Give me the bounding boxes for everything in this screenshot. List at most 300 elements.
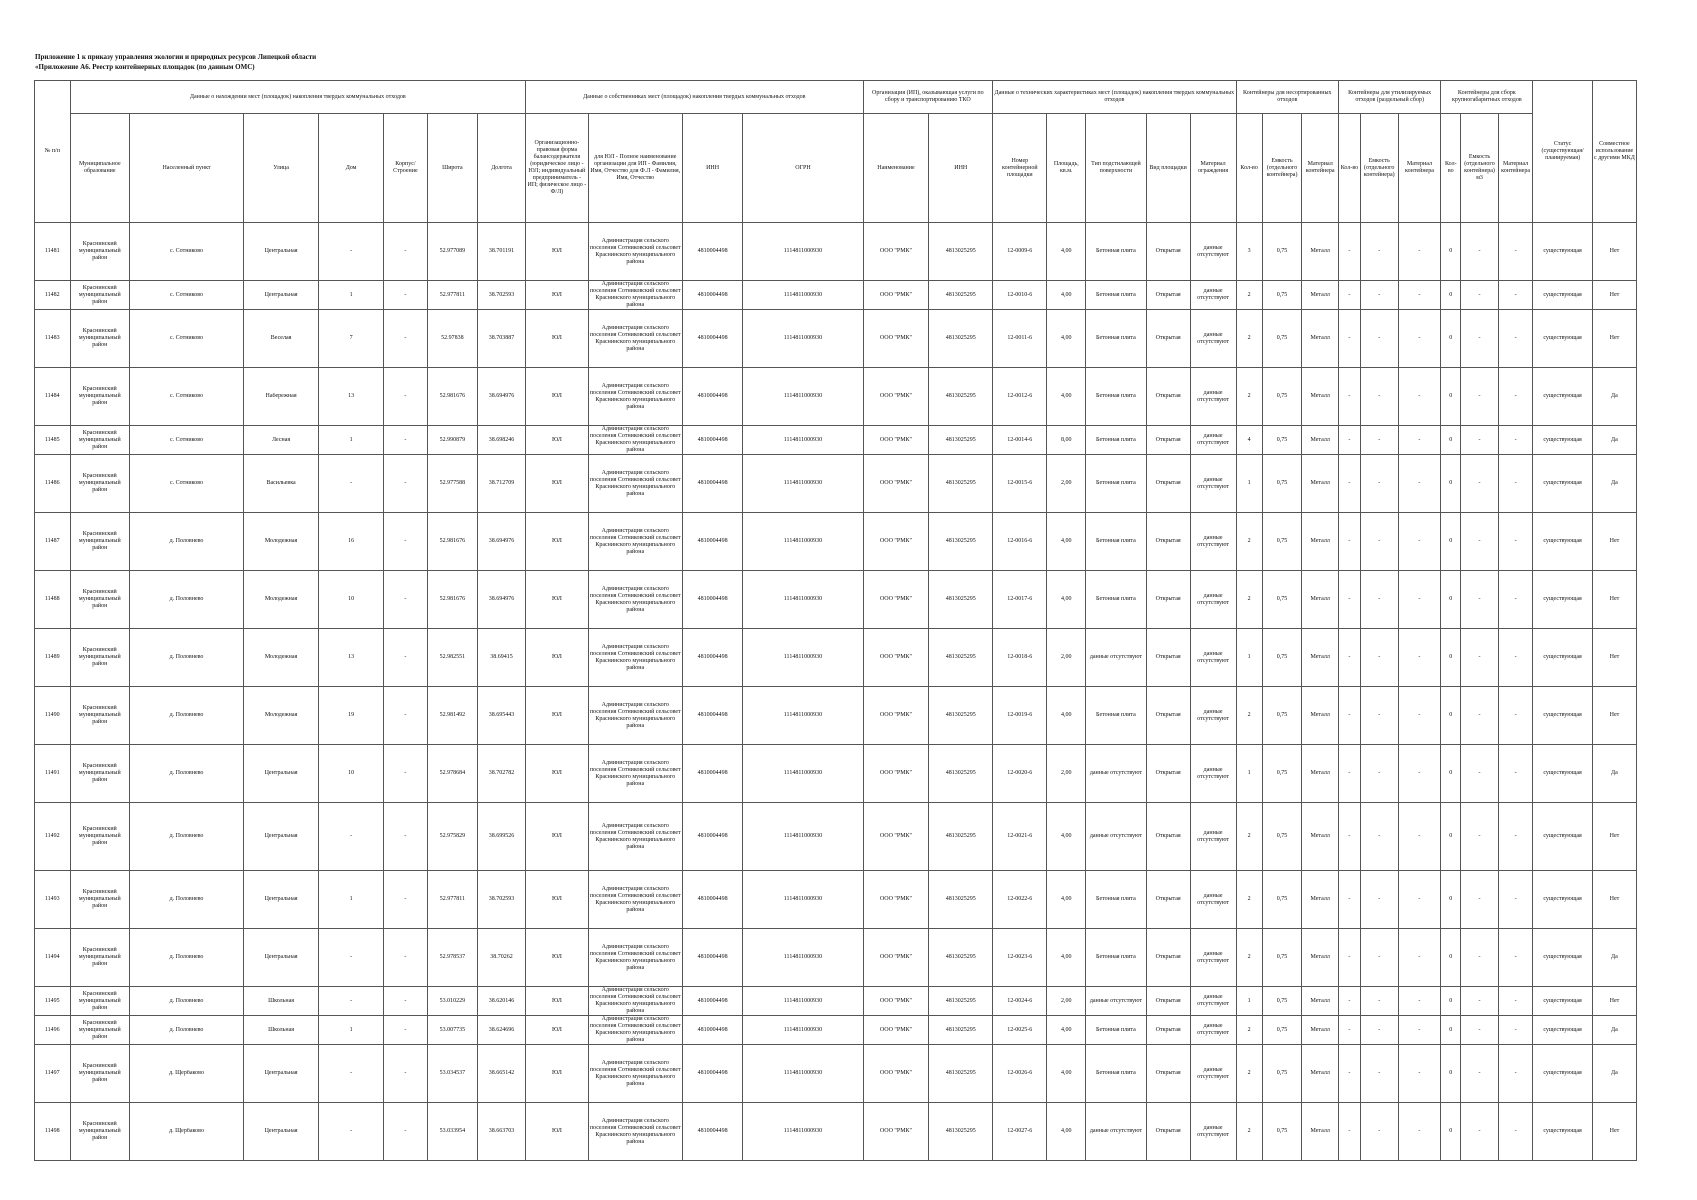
cell-site-no-text: 12-0022-6 — [1007, 896, 1033, 902]
cell-street — [243, 281, 318, 310]
cell-site-no-text: 12-0018-6 — [1007, 654, 1033, 660]
cell-mun — [70, 629, 130, 687]
cell-site-no-text: 12-0014-6 — [1007, 436, 1033, 443]
cell-org-inn-text: 4813025295 — [945, 436, 976, 443]
cell-status-text: существующая — [1543, 712, 1582, 718]
cell-surface-text: Бетонная плита — [1096, 291, 1136, 298]
cell-u-count-text: 2 — [1247, 538, 1251, 544]
cell-r-material-text: - — [1418, 1070, 1421, 1076]
cell-org-name-text: ООО "РМК" — [879, 1128, 912, 1134]
cell-owner-inn-text: 4810004498 — [697, 335, 728, 341]
cell-legal-form-text: ЮЛ — [551, 596, 562, 602]
cell-b-count-text: 0 — [1449, 436, 1453, 443]
cell-surface-text: Бетонная плита — [1096, 954, 1136, 960]
cell-u-count — [1236, 571, 1262, 629]
cell-settlement — [130, 629, 244, 687]
cell-owner-name-text: Администрация сельского поселения Сотниковский сельсовет Краснинского муниципального района — [589, 701, 681, 729]
cell-owner-inn — [682, 426, 743, 455]
cell-u-count — [1236, 426, 1262, 455]
cell-u-capacity-text: 0,75 — [1276, 1070, 1288, 1076]
cell-ogrn — [743, 1045, 863, 1103]
cell-mun-text: Краснинский муниципальный район — [78, 1121, 121, 1141]
cell-lon-text: 38.70262 — [490, 954, 513, 960]
cell-b-capacity-text: - — [1478, 997, 1481, 1004]
col-b-capacity: Емкость (отдельного контейнера) м3 — [1461, 114, 1499, 223]
cell-site-no-text: 12-0009-6 — [1007, 248, 1033, 254]
cell-r-material — [1398, 368, 1441, 426]
cell-ogrn — [743, 368, 863, 426]
cell-mun-text: Краснинский муниципальный район — [78, 531, 121, 551]
cell-status-text: существующая — [1543, 436, 1582, 443]
cell-site-type-text: Открытая — [1155, 1026, 1181, 1033]
cell-org-name-text: ООО "РМК" — [879, 896, 912, 902]
cell-u-capacity — [1262, 571, 1302, 629]
cell-house — [319, 426, 384, 455]
cell-status-text: существующая — [1543, 833, 1582, 839]
cell-u-count-text: 2 — [1247, 335, 1251, 341]
cell-org-name — [863, 281, 929, 310]
cell-org-inn — [929, 281, 993, 310]
cell-r-capacity — [1360, 1103, 1398, 1161]
cell-owner-inn-text: 4810004498 — [697, 393, 728, 399]
cell-site-no — [993, 687, 1047, 745]
cell-lat — [427, 745, 477, 803]
col-b-count: Кол-во — [1441, 114, 1461, 223]
cell-building-text: - — [404, 393, 407, 399]
cell-settlement-text: д. Половнево — [169, 654, 204, 660]
cell-r-capacity — [1360, 310, 1398, 368]
cell-b-capacity-text: - — [1478, 335, 1481, 341]
cell-legal-form — [526, 871, 589, 929]
cell-mun — [70, 871, 130, 929]
cell-u-capacity-text: 0,75 — [1276, 1128, 1288, 1134]
cell-settlement — [130, 803, 244, 871]
cell-org-name-text: ООО "РМК" — [879, 654, 912, 660]
cell-site-type-text: Открытая — [1155, 1128, 1181, 1134]
cell-owner-name — [588, 310, 682, 368]
cell-fence — [1190, 310, 1236, 368]
cell-r-capacity-text: - — [1378, 833, 1381, 839]
cell-lat — [427, 1045, 477, 1103]
cell-org-name — [863, 803, 929, 871]
cell-ogrn — [743, 223, 863, 281]
cell-legal-form-text: ЮЛ — [551, 436, 562, 443]
cell-mun-text: Краснинский муниципальный район — [78, 429, 121, 450]
cell-site-no-text: 12-0024-6 — [1007, 997, 1033, 1004]
cell-b-count — [1441, 455, 1461, 513]
cell-area-text: 4,00 — [1061, 538, 1072, 544]
cell-org-inn — [929, 929, 993, 987]
cell-lon-text: 38.694976 — [488, 538, 515, 544]
cell-b-capacity-text: - — [1478, 954, 1481, 960]
cell-owner-name — [588, 1016, 682, 1045]
cell-ogrn-text: 1114811000930 — [783, 833, 823, 839]
cell-lat-text: 52.977089 — [439, 248, 466, 254]
cell-u-count — [1236, 871, 1262, 929]
cell-b-count — [1441, 803, 1461, 871]
cell-street-text: Веселая — [270, 335, 292, 341]
cell-org-inn — [929, 1103, 993, 1161]
col-status: Статус (существующая/планируемая) — [1533, 81, 1593, 223]
cell-u-count — [1236, 987, 1262, 1016]
cell-lon — [478, 281, 526, 310]
cell-surface — [1086, 513, 1147, 571]
cell-owner-inn — [682, 368, 743, 426]
cell-lat — [427, 223, 477, 281]
cell-b-material — [1498, 1016, 1533, 1045]
cell-b-count-text: 0 — [1449, 896, 1453, 902]
cell-shared — [1592, 687, 1636, 745]
cell-fence — [1190, 803, 1236, 871]
cell-r-material — [1398, 871, 1441, 929]
cell-r-capacity-text: - — [1378, 896, 1381, 902]
col-lat: Широта — [427, 114, 477, 223]
cell-lon-text: 38.663703 — [488, 1128, 515, 1134]
cell-building-text: - — [404, 480, 407, 486]
cell-u-count-text: 2 — [1247, 291, 1251, 298]
cell-b-capacity — [1461, 987, 1499, 1016]
cell-settlement-text: д. Половнево — [169, 596, 204, 602]
cell-r-capacity — [1360, 987, 1398, 1016]
cell-surface-text: Бетонная плита — [1096, 248, 1136, 254]
table-row — [35, 368, 1637, 426]
cell-house — [319, 1045, 384, 1103]
cell-num — [35, 803, 71, 871]
cell-owner-name-text: Администрация сельского поселения Сотниковский сельсовет Краснинского муниципального района — [589, 585, 681, 613]
cell-org-name-text: ООО "РМК" — [879, 833, 912, 839]
cell-r-count — [1338, 223, 1360, 281]
cell-mun — [70, 1103, 130, 1161]
cell-r-material — [1398, 1103, 1441, 1161]
cell-status — [1533, 803, 1593, 871]
cell-lon — [478, 1045, 526, 1103]
cell-fence-text: данные отсутствуют — [1197, 994, 1229, 1007]
cell-b-capacity — [1461, 871, 1499, 929]
cell-fence — [1190, 1103, 1236, 1161]
cell-ogrn-text: 1114811000930 — [783, 480, 823, 486]
cell-lon-text: 38.620146 — [488, 997, 515, 1004]
cell-shared — [1592, 368, 1636, 426]
cell-house — [319, 513, 384, 571]
cell-status — [1533, 687, 1593, 745]
cell-b-material — [1498, 929, 1533, 987]
cell-owner-inn-text: 4810004498 — [697, 480, 728, 486]
cell-site-no — [993, 455, 1047, 513]
cell-org-inn-text: 4813025295 — [945, 770, 976, 776]
cell-b-capacity-text: - — [1478, 393, 1481, 399]
cell-site-type — [1146, 987, 1190, 1016]
cell-owner-inn-text: 4810004498 — [697, 997, 728, 1004]
cell-settlement-text: с. Сотниково — [169, 436, 204, 443]
cell-area — [1047, 310, 1086, 368]
cell-b-capacity — [1461, 310, 1499, 368]
cell-u-capacity-text: 0,75 — [1276, 954, 1288, 960]
cell-site-type-text: Открытая — [1155, 436, 1181, 443]
cell-owner-name — [588, 871, 682, 929]
cell-num-text: 11495 — [44, 997, 60, 1004]
cell-legal-form — [526, 513, 589, 571]
cell-u-material — [1302, 281, 1339, 310]
cell-r-count-text: - — [1348, 291, 1351, 298]
cell-u-count-text: 2 — [1247, 1070, 1251, 1076]
cell-house — [319, 929, 384, 987]
cell-surface-text: Бетонная плита — [1096, 480, 1136, 486]
cell-street — [243, 987, 318, 1016]
cell-fence-text: данные отсутствуют — [1197, 829, 1229, 843]
cell-lat — [427, 513, 477, 571]
cell-ogrn — [743, 687, 863, 745]
registry-table — [34, 80, 1637, 1161]
cell-site-no — [993, 803, 1047, 871]
cell-status — [1533, 223, 1593, 281]
cell-status — [1533, 629, 1593, 687]
cell-shared — [1592, 455, 1636, 513]
cell-fence-text: данные отсутствуют — [1197, 1023, 1229, 1036]
cell-org-inn-text: 4813025295 — [945, 712, 976, 718]
cell-surface — [1086, 1045, 1147, 1103]
cell-mun — [70, 310, 130, 368]
cell-num — [35, 310, 71, 368]
cell-shared-text: Нет — [1609, 896, 1620, 902]
cell-lat — [427, 455, 477, 513]
cell-u-count-text: 1 — [1247, 480, 1251, 486]
cell-area — [1047, 803, 1086, 871]
cell-num — [35, 1045, 71, 1103]
cell-u-material-text: Металл — [1310, 480, 1330, 486]
cell-ogrn-text: 1114811000930 — [783, 896, 823, 902]
cell-area — [1047, 571, 1086, 629]
cell-owner-inn-text: 4810004498 — [697, 596, 728, 602]
cell-fence — [1190, 1045, 1236, 1103]
cell-shared — [1592, 1016, 1636, 1045]
table-row — [35, 929, 1637, 987]
cell-mun — [70, 223, 130, 281]
cell-lat-text: 53.010229 — [439, 997, 466, 1004]
cell-lon — [478, 745, 526, 803]
cell-r-capacity — [1360, 745, 1398, 803]
cell-r-capacity — [1360, 929, 1398, 987]
cell-legal-form — [526, 455, 589, 513]
cell-street-text: Центральная — [264, 896, 298, 902]
cell-building-text: - — [404, 770, 407, 776]
cell-site-type — [1146, 1103, 1190, 1161]
cell-u-material-text: Металл — [1310, 538, 1330, 544]
cell-u-count — [1236, 223, 1262, 281]
cell-street — [243, 310, 318, 368]
cell-site-type-text: Открытая — [1155, 538, 1181, 544]
cell-b-count — [1441, 281, 1461, 310]
cell-u-material — [1302, 513, 1339, 571]
cell-building — [383, 1045, 427, 1103]
cell-site-type-text: Открытая — [1155, 954, 1181, 960]
cell-house — [319, 1103, 384, 1161]
cell-org-inn-text: 4813025295 — [945, 538, 976, 544]
cell-site-no — [993, 987, 1047, 1016]
cell-owner-inn — [682, 629, 743, 687]
cell-surface — [1086, 1016, 1147, 1045]
cell-owner-inn-text: 4810004498 — [697, 538, 728, 544]
cell-legal-form — [526, 1016, 589, 1045]
cell-ogrn-text: 1114811000930 — [783, 770, 823, 776]
cell-b-count — [1441, 223, 1461, 281]
col-org-name: Наименование — [863, 114, 929, 223]
cell-u-material — [1302, 929, 1339, 987]
cell-building — [383, 803, 427, 871]
cell-r-capacity-text: - — [1378, 248, 1381, 254]
cell-b-count — [1441, 513, 1461, 571]
cell-street-text: Васильевка — [266, 480, 296, 486]
cell-owner-inn — [682, 310, 743, 368]
cell-org-name — [863, 1045, 929, 1103]
cell-org-inn — [929, 310, 993, 368]
cell-site-type-text: Открытая — [1155, 654, 1181, 660]
cell-num-text: 11482 — [44, 291, 60, 298]
cell-mun-text: Краснинский муниципальный район — [78, 763, 121, 783]
cell-u-count-text: 2 — [1247, 596, 1251, 602]
cell-r-count — [1338, 455, 1360, 513]
cell-u-count — [1236, 513, 1262, 571]
cell-surface — [1086, 1103, 1147, 1161]
cell-b-count-text: 0 — [1449, 335, 1453, 341]
cell-r-capacity — [1360, 223, 1398, 281]
cell-lat-text: 52.978684 — [439, 770, 466, 776]
cell-lon — [478, 1103, 526, 1161]
cell-u-capacity-text: 0,75 — [1276, 335, 1288, 341]
cell-u-count — [1236, 368, 1262, 426]
cell-lat-text: 52.981676 — [439, 393, 466, 399]
cell-building — [383, 871, 427, 929]
cell-owner-inn-text: 4810004498 — [697, 248, 728, 254]
cell-r-count-text: - — [1348, 896, 1351, 902]
cell-surface — [1086, 987, 1147, 1016]
cell-r-count — [1338, 687, 1360, 745]
cell-u-count-text: 1 — [1247, 770, 1251, 776]
cell-mun-text: Краснинский муниципальный район — [78, 241, 121, 261]
cell-num-text: 11483 — [44, 335, 60, 341]
cell-r-capacity-text: - — [1378, 997, 1381, 1004]
cell-fence-text: данные отсутствуют — [1197, 389, 1229, 403]
cell-house — [319, 803, 384, 871]
cell-r-material — [1398, 687, 1441, 745]
cell-mun — [70, 513, 130, 571]
cell-r-material — [1398, 629, 1441, 687]
cell-r-material — [1398, 310, 1441, 368]
cell-fence-text: данные отсутствуют — [1197, 650, 1229, 664]
cell-site-no-text: 12-0010-6 — [1007, 291, 1033, 298]
cell-settlement — [130, 1016, 244, 1045]
cell-u-material — [1302, 1016, 1339, 1045]
cell-u-count — [1236, 1045, 1262, 1103]
cell-b-count-text: 0 — [1449, 954, 1453, 960]
cell-site-no — [993, 513, 1047, 571]
cell-building — [383, 223, 427, 281]
cell-site-no — [993, 629, 1047, 687]
cell-area-text: 4,00 — [1061, 1128, 1072, 1134]
cell-r-count — [1338, 368, 1360, 426]
cell-mun-text: Краснинский муниципальный район — [78, 826, 121, 846]
cell-lat-text: 52.981676 — [439, 538, 466, 544]
cell-street-text: Центральная — [264, 248, 298, 254]
cell-area-text: 4,00 — [1061, 1070, 1072, 1076]
cell-lat — [427, 281, 477, 310]
cell-settlement — [130, 571, 244, 629]
cell-mun-text: Краснинский муниципальный район — [78, 473, 121, 493]
cell-house-text: 19 — [348, 712, 355, 718]
cell-owner-name-text: Администрация сельского поселения Сотниковский сельсовет Краснинского муниципального района — [589, 281, 681, 308]
cell-settlement-text: д. Половнево — [169, 712, 204, 718]
cell-b-material — [1498, 310, 1533, 368]
cell-u-capacity — [1262, 803, 1302, 871]
cell-area — [1047, 1103, 1086, 1161]
cell-r-count — [1338, 426, 1360, 455]
cell-lon-text: 38.712709 — [488, 480, 515, 486]
cell-area-text: 4,00 — [1061, 335, 1072, 341]
cell-org-name-text: ООО "РМК" — [879, 1026, 912, 1033]
cell-mun-text: Краснинский муниципальный район — [78, 284, 121, 305]
cell-surface-text: Бетонная плита — [1096, 1070, 1136, 1076]
cell-u-count — [1236, 929, 1262, 987]
cell-r-capacity — [1360, 571, 1398, 629]
cell-legal-form-text: ЮЛ — [551, 770, 562, 776]
cell-b-count — [1441, 1045, 1461, 1103]
cell-fence — [1190, 745, 1236, 803]
cell-lon-text: 38.694976 — [488, 393, 515, 399]
cell-site-type — [1146, 1045, 1190, 1103]
cell-site-no — [993, 1016, 1047, 1045]
cell-site-no — [993, 745, 1047, 803]
cell-b-count — [1441, 987, 1461, 1016]
cell-u-capacity — [1262, 368, 1302, 426]
cell-house-text: 1 — [349, 436, 353, 443]
cell-building — [383, 929, 427, 987]
cell-u-capacity — [1262, 629, 1302, 687]
cell-status — [1533, 1103, 1593, 1161]
cell-building-text: - — [404, 436, 407, 443]
col-r-capacity: Емкость (отдельного контейнера) — [1360, 114, 1398, 223]
cell-surface-text: Бетонная плита — [1096, 335, 1136, 341]
cell-owner-name-text: Администрация сельского поселения Сотниковский сельсовет Краснинского муниципального района — [589, 324, 681, 352]
cell-surface — [1086, 629, 1147, 687]
cell-status-text: существующая — [1543, 538, 1582, 544]
cell-street — [243, 368, 318, 426]
cell-building-text: - — [404, 538, 407, 544]
cell-building-text: - — [404, 248, 407, 254]
cell-r-count-text: - — [1348, 538, 1351, 544]
cell-u-capacity — [1262, 1016, 1302, 1045]
cell-ogrn — [743, 513, 863, 571]
cell-b-material-text: - — [1514, 770, 1517, 776]
cell-r-count-text: - — [1348, 954, 1351, 960]
cell-b-count — [1441, 426, 1461, 455]
cell-building-text: - — [404, 1070, 407, 1076]
cell-surface-text: Бетонная плита — [1096, 712, 1136, 718]
cell-area — [1047, 629, 1086, 687]
cell-u-material-text: Металл — [1310, 712, 1330, 718]
cell-site-no-text: 12-0023-6 — [1007, 954, 1033, 960]
cell-org-inn-text: 4813025295 — [945, 291, 976, 298]
cell-org-inn — [929, 1045, 993, 1103]
cell-status-text: существующая — [1543, 896, 1582, 902]
cell-building — [383, 310, 427, 368]
cell-num-text: 11489 — [44, 654, 60, 660]
cell-site-type — [1146, 687, 1190, 745]
cell-house-text: 1 — [349, 1026, 353, 1033]
cell-owner-name-text: Администрация сельского поселения Сотниковский сельсовет Краснинского муниципального района — [589, 643, 681, 671]
cell-street-text: Центральная — [264, 291, 298, 298]
cell-lon-text: 38.665142 — [488, 1070, 515, 1076]
cell-shared — [1592, 571, 1636, 629]
cell-fence-text: данные отсутствуют — [1197, 892, 1229, 906]
